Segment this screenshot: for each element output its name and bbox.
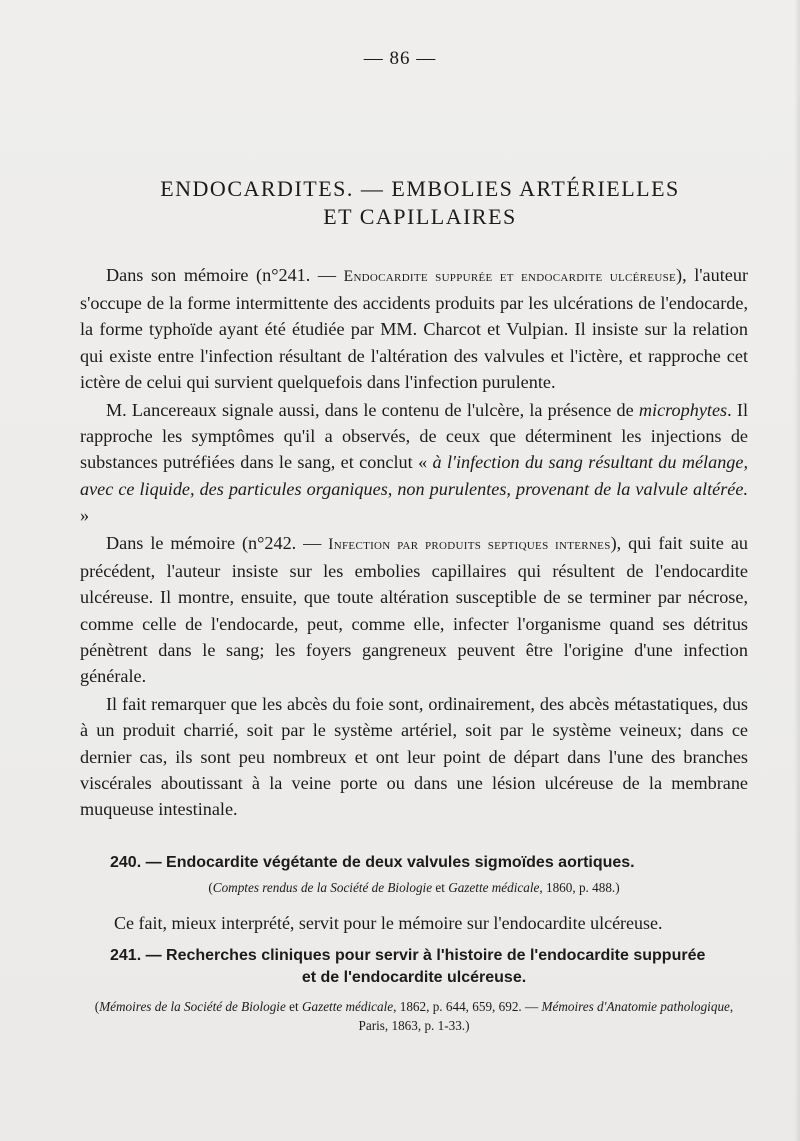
section-title-line-1: ENDOCARDITES. — EMBOLIES ARTÉRIELLES [160, 175, 680, 201]
entry-241-title-line-1: 241. — Recherches cliniques pour servir à l'histoire de l'endocardite suppurée [110, 947, 706, 964]
section-title [100, 175, 740, 231]
entry-241-title-line-2: et de l'endocardite ulcéreuse. [301, 969, 527, 986]
paragraph-3-rest: ), qui fait suite au précédent, l'auteur insiste sur les embolies capillaires qui résultent de l'endocardite ulcéreuse. Il montre, ensuite, que toute altération susceptible de se terminer par nécrose, comme celle de l'endocarde, peut, comme elle, infecter l'organisme quand ses détritus pénètrent dans le sang; les foyers gangreneux peuvent être l'origine d'une infection générale. [80, 533, 748, 687]
paragraph-2-end: » [80, 504, 90, 525]
entry-240-ref-text-1: et [432, 880, 449, 895]
conclusion-quote: à l'infection du sang résultant du mélange, avec ce liquide, des particules organiques, non purulentes, provenant de la valvule altérée. [80, 452, 748, 499]
paragraph-2-mid: . Il rapproche les symptômes qu'il a observés, de ceux que déterminent les injections de substances putréfiées dans le sang, et conclut « [80, 400, 748, 473]
memoir-242-title: Infection par produits septiques internes [328, 536, 611, 554]
entry-241-ref-journal-1: Mémoires de la Société de Biologie [99, 999, 286, 1014]
paragraph-2 [80, 397, 748, 528]
entry-240-reference: (Comptes rendus de la Société de Biologie et Gazette médicale, 1860, p. 488.) [208, 880, 620, 895]
entry-240 [80, 852, 748, 935]
entry-240-ref-text-2: , 1860, p. 488.) [539, 880, 620, 895]
entry-241-ref-journal-3: Mémoires d'Anatomie pathologique [541, 999, 730, 1014]
page-number: — 86 — [363, 48, 437, 69]
entry-241 [80, 945, 748, 1035]
entry-241-ref-text-2: , 1862, p. 644, 659, 692. — [393, 999, 542, 1014]
entry-240-note: Ce fait, mieux interprété, servit pour le mémoire sur l'endocardite ulcéreuse. [114, 913, 663, 933]
paragraph-1-start: Dans son mémoire (n°241. — [106, 265, 344, 285]
entry-241-reference: (Mémoires de la Société de Biologie et Gazette médicale, 1862, p. 644, 659, 692. — Mémoires d'Anatomie pathologique, Paris, 1863, p. 1-33.) [94, 999, 734, 1033]
page-edge-shadow [794, 0, 800, 1141]
section-title-line-2: ET CAPILLAIRES [323, 203, 517, 229]
paragraph-1 [80, 262, 748, 395]
entry-241-ref-text-3: , Paris, 1863, p. 1-33.) [358, 999, 734, 1033]
paragraph-3-start: Dans le mémoire (n°242. — [106, 533, 329, 554]
paragraph-4: Il fait remarquer que les abcès du foie sont, ordinairement, des abcès métastatiques, dus à un produit charrié, soit par le système artériel, soit par le système veineux; dans ce dernier cas, ils sont peu nombreux et ont leur point de départ dans l'une des branches viscérales aboutissant à la veine porte ou dans une lésion ulcéreuse de la membrane muqueuse intestinale. [80, 694, 748, 820]
entry-241-ref-text-1: et [285, 999, 302, 1014]
paragraph-1-rest: ), l'auteur s'occupe de la forme intermittente des accidents produits par les ulcérations de l'endocarde, la forme typhoïde ayant été étudiée par MM. Charcot et Vulpian. Il insiste sur la relation qui existe entre l'infection résultant de l'altération des valvules et l'ictère, et rapproche cet ictère de celui qui survient quelquefois dans l'infection purulente. [80, 265, 748, 392]
entry-240-ref-journal-2: Gazette médicale [448, 880, 540, 895]
paragraph-3 [80, 530, 748, 689]
body-text [80, 262, 748, 824]
bibliography-entries [80, 852, 748, 1035]
entry-241-ref-journal-2: Gazette médicale [301, 999, 394, 1014]
entry-240-title: 240. — Endocardite végétante de deux valvules sigmoïdes aortiques. [110, 854, 635, 871]
paragraph-2-start: M. Lancereaux signale aussi, dans le contenu de l'ulcère, la présence de [106, 400, 639, 421]
entry-240-ref-journal-1: Comptes rendus de la Société de Biologie [212, 880, 433, 895]
microphytes-term: microphytes [638, 400, 728, 421]
memoir-241-title: Endocardite suppurée et endocardite ulcéreuse [343, 268, 677, 285]
